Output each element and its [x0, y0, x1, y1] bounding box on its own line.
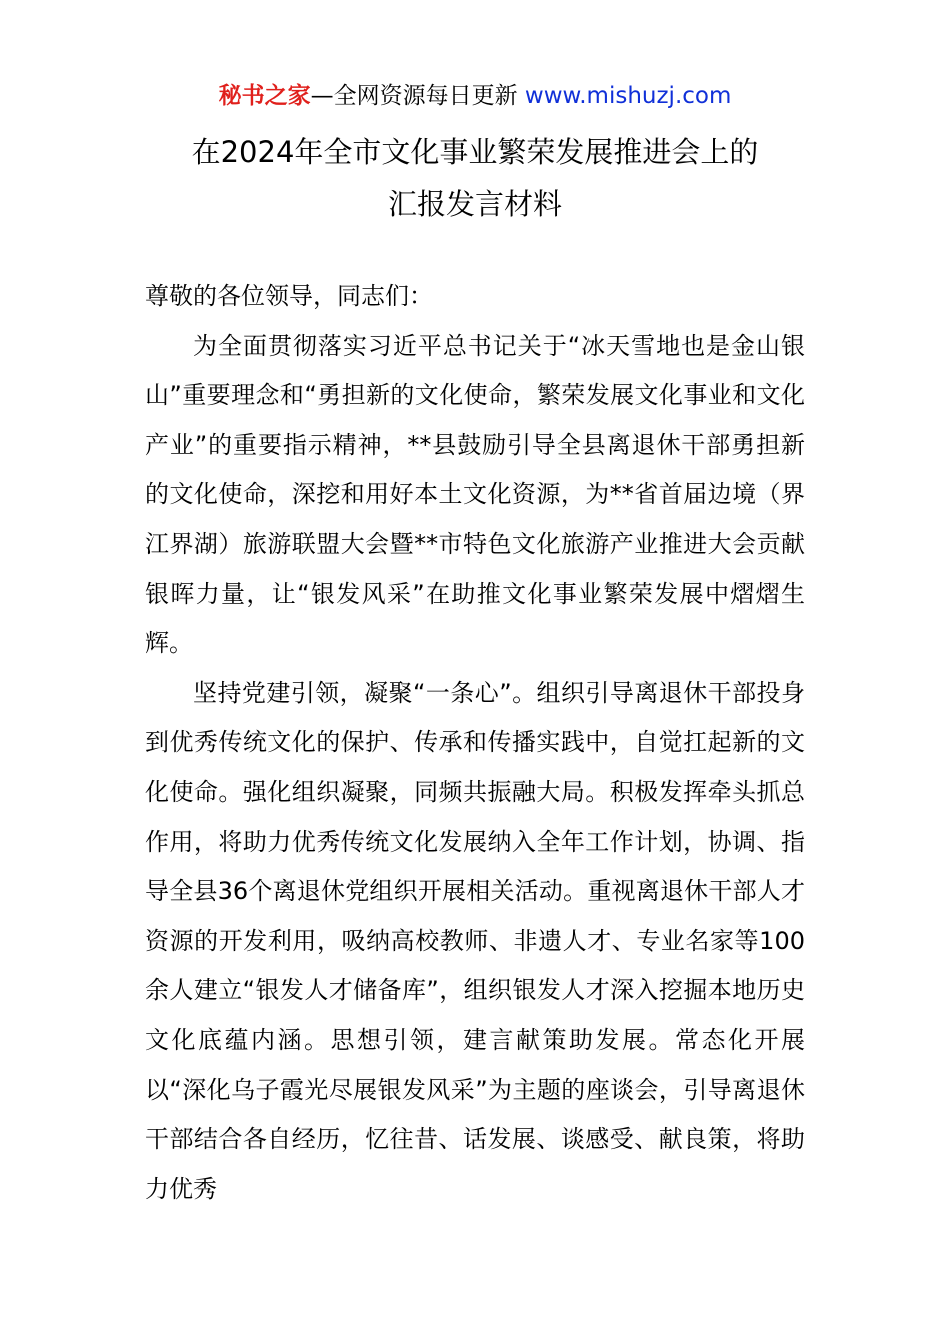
body-paragraph-1: 为全面贯彻落实习近平总书记关于“冰天雪地也是金山银山”重要理念和“勇担新的文化使命，繁荣发展文化事业和文化产业”的重要指示精神，**县鼓励引导全县离退休干部勇担新的文化使命，深挖和用好本土文化资源，为**省首届边境（界江界湖）旅游联盟大会暨**市特色文化旅游产业推进大会贡献银晖力量，让“银发风采”在助推文化事业繁荣发展中熠熠生辉。 [145, 331, 805, 658]
site-url-link[interactable]: www.mishuzj.com [524, 83, 732, 109]
site-brand: 秘书之家 [218, 83, 311, 109]
site-tagline: —全网资源每日更新 [310, 83, 525, 109]
salutation: 尊敬的各位领导，同志们： [145, 282, 433, 310]
body-paragraph-2: 坚持党建引领，凝聚“一条心”。组织引导离退休干部投身到优秀传统文化的保护、传承和传播实践中，自觉扛起新的文化使命。强化组织凝聚，同频共振融大局。积极发挥牵头抓总作用，将助力优秀传统文化发展纳入全年工作计划，协调、指导全县36个离退休党组织开展相关活动。重视离退休干部人才资源的开发利用，吸纳高校教师、非遗人才、专业名家等100余人建立“银发人才储备库”，组织银发人才深入挖掘本地历史文化底蕴内涵。思想引领，建言献策助发展。常态化开展以“深化乌子霞光尽展银发风采”为主题的座谈会，引导离退休干部结合各自经历，忆往昔、话发展、谈感受、献良策，将助力优秀 [145, 678, 805, 1203]
document-title-line-1: 在2024年全市文化事业繁荣发展推进会上的 [191, 135, 759, 169]
document-title-line-2: 汇报发言材料 [387, 187, 562, 221]
site-header [0, 80, 950, 112]
document-title [0, 126, 950, 230]
document-body [145, 272, 805, 1214]
